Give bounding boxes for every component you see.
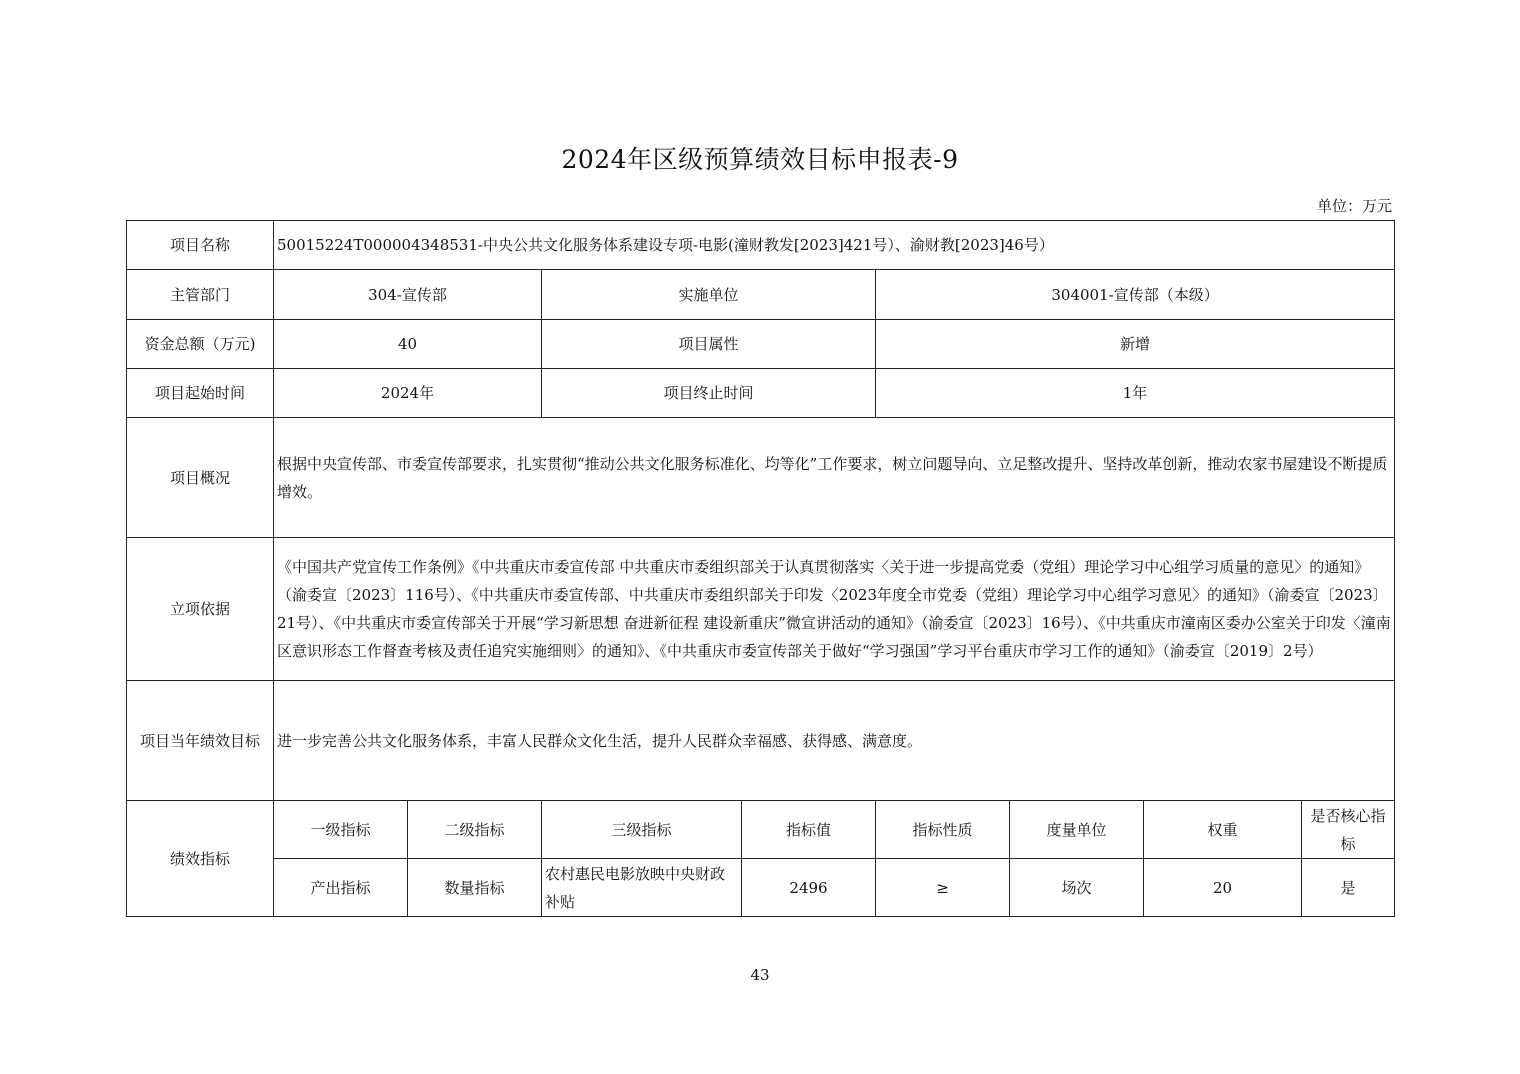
goal-value: 进一步完善公共文化服务体系，丰富人民群众文化生活，提升人民群众幸福感、获得感、满意度。 — [274, 681, 1395, 801]
indicator-header: 权重 — [1144, 801, 1302, 859]
indicator-cell: 2496 — [742, 859, 876, 917]
unit-note: 单位：万元 — [1316, 197, 1392, 215]
row-project-name — [127, 221, 1395, 270]
attr-label: 项目属性 — [542, 320, 876, 369]
dept-value: 304-宣传部 — [274, 270, 542, 320]
indicator-cell: 产出指标 — [274, 859, 408, 917]
start-value: 2024年 — [274, 369, 542, 418]
attr-value: 新增 — [876, 320, 1395, 369]
end-value: 1年 — [876, 369, 1395, 418]
overview-label: 项目概况 — [127, 418, 274, 538]
impl-unit-value: 304001-宣传部（本级） — [876, 270, 1395, 320]
indicator-header: 一级指标 — [274, 801, 408, 859]
row-overview — [127, 418, 1395, 538]
row-period — [127, 369, 1395, 418]
impl-unit-label: 实施单位 — [542, 270, 876, 320]
start-label: 项目起始时间 — [127, 369, 274, 418]
indicator-header: 二级指标 — [408, 801, 542, 859]
dept-label: 主管部门 — [127, 270, 274, 320]
indicator-cell: 数量指标 — [408, 859, 542, 917]
indicator-cell: 20 — [1144, 859, 1302, 917]
indicator-cell: ≥ — [876, 859, 1010, 917]
overview-value: 根据中央宣传部、市委宣传部要求，扎实贯彻“推动公共文化服务标准化、均等化”工作要求，树立问题导向、立足整改提升、坚持改革创新，推动农家书屋建设不断提质增效。 — [274, 418, 1395, 538]
indicator-header: 度量单位 — [1010, 801, 1144, 859]
funds-label: 资金总额（万元) — [127, 320, 274, 369]
indicators-label: 绩效指标 — [127, 801, 274, 917]
indicator-row — [127, 859, 1395, 917]
budget-form-table — [126, 220, 1395, 917]
indicator-header-row — [127, 801, 1395, 859]
indicator-cell: 场次 — [1010, 859, 1144, 917]
indicator-header: 指标值 — [742, 801, 876, 859]
basis-label: 立项依据 — [127, 538, 274, 681]
end-label: 项目终止时间 — [542, 369, 876, 418]
project-name-label: 项目名称 — [127, 221, 274, 270]
indicator-header: 是否核心指标 — [1302, 801, 1395, 859]
project-name-value: 50015224T000004348531-中央公共文化服务体系建设专项-电影(潼财教发[2023]421号）、渝财教[2023]46号） — [274, 221, 1395, 270]
goal-label: 项目当年绩效目标 — [127, 681, 274, 801]
page-title: 2024年区级预算绩效目标申报表-9 — [561, 145, 959, 174]
funds-value: 40 — [274, 320, 542, 369]
indicator-cell: 是 — [1302, 859, 1395, 917]
indicator-cell: 农村惠民电影放映中央财政补贴 — [542, 859, 742, 917]
indicator-header: 指标性质 — [876, 801, 1010, 859]
basis-value: 《中国共产党宣传工作条例》《中共重庆市委宣传部 中共重庆市委组织部关于认真贯彻落实〈关于进一步提高党委（党组）理论学习中心组学习质量的意见〉的通知》（渝委宣〔2023〕116号）、《中共重庆市委宣传部、中共重庆市委组织部关于印发〈2023年度全市党委（党组）理论学习中心组学习意见〉的通知》（渝委宣〔2023〕21号）、《中共重庆市委宣传部关于开展“学习新思想 奋进新征程 建设新重庆”微宣讲活动的通知》（渝委宣〔2023〕16号）、《中共重庆市潼南区委办公室关于印发〈潼南区意识形态工作督查考核及责任追究实施细则〉的通知》、《中共重庆市委宣传部关于做好“学习强国”学习平台重庆市学习工作的通知》（渝委宣〔2019〕2号） — [274, 538, 1395, 681]
indicator-header: 三级指标 — [542, 801, 742, 859]
row-funds — [127, 320, 1395, 369]
page-number: 43 — [750, 966, 770, 984]
row-basis — [127, 538, 1395, 681]
row-department — [127, 270, 1395, 320]
row-goal — [127, 681, 1395, 801]
